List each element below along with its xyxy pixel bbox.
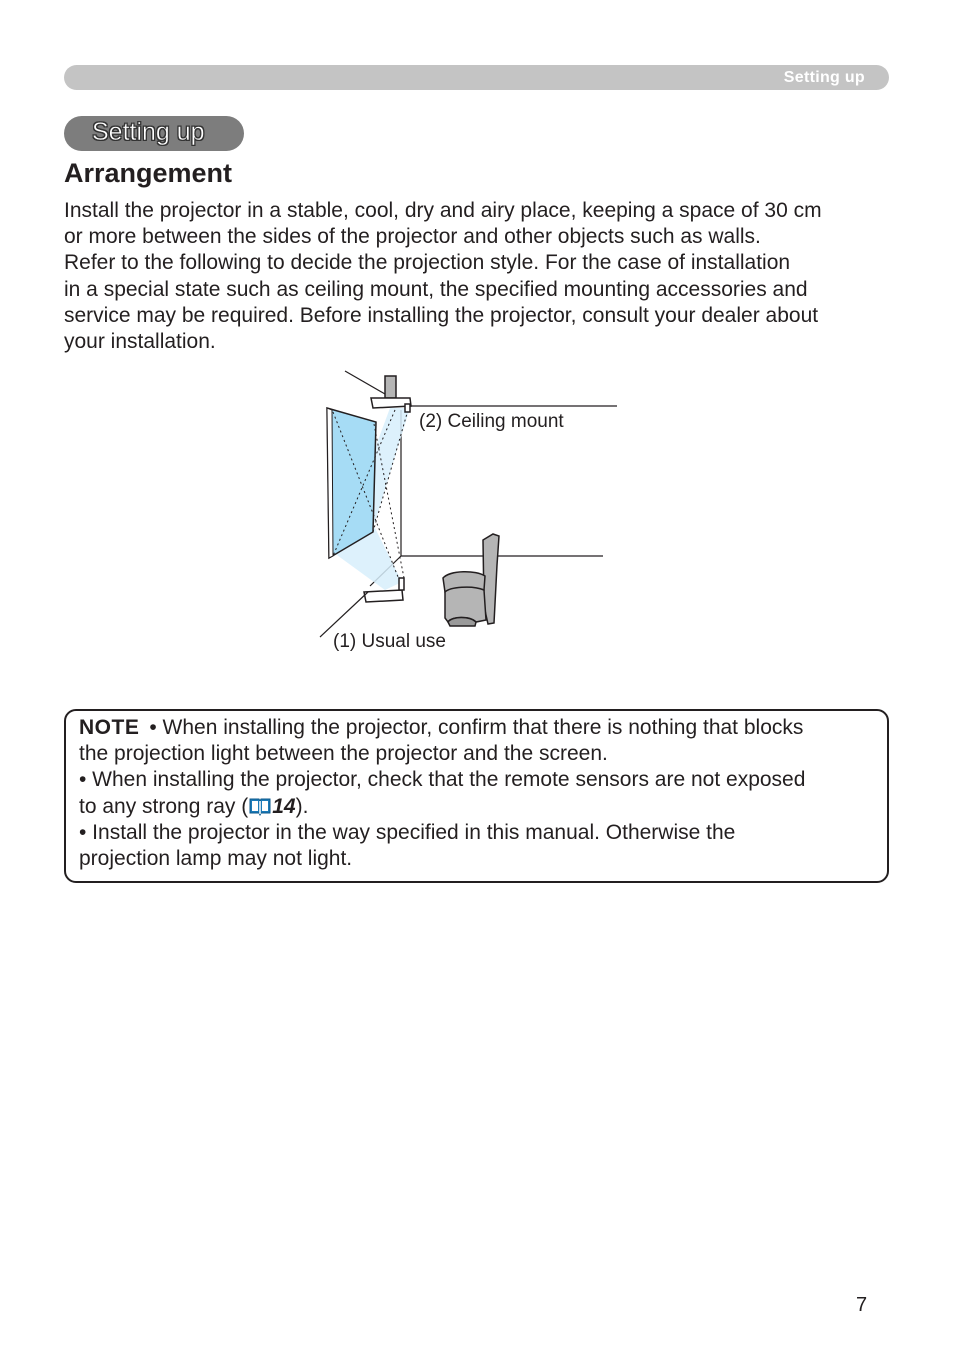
section-pill: [64, 116, 244, 151]
note-box: [64, 709, 889, 883]
note-line: • When installing the projector, check that the remote sensors are not exposed: [79, 768, 806, 792]
chair-icon: [443, 534, 499, 626]
intro-line: in a special state such as ceiling mount, the specified mounting accessories and: [64, 277, 808, 301]
ceiling-projector-icon: [371, 376, 411, 412]
intro-line: Install the projector in a stable, cool, dry and airy place, keeping a space of 30 cm: [64, 199, 822, 222]
book-icon: [248, 796, 272, 816]
section-title: Setting up: [92, 118, 205, 146]
ceiling-mount-label: (2) Ceiling mount: [419, 411, 564, 432]
header-bar: [64, 65, 889, 90]
intro-line: or more between the sides of the projector and other objects such as walls.: [64, 225, 761, 249]
intro-line: service may be required. Before installing the projector, consult your dealer about: [64, 303, 819, 327]
note-line: [79, 715, 879, 741]
note-label: NOTE: [79, 716, 140, 739]
note-line: [79, 794, 879, 820]
page-heading: Arrangement: [64, 158, 233, 188]
usual-use-label: (1) Usual use: [333, 631, 446, 652]
note-line: the projection light between the projector and the screen.: [79, 742, 608, 766]
note-line: • Install the projector in the way specified in this manual. Otherwise the: [79, 820, 736, 844]
intro-line: your installation.: [64, 330, 216, 354]
ceiling-leader-line: [345, 371, 385, 394]
header-label: Setting up: [783, 69, 865, 86]
note-bullet-1: • When installing the projector, confirm that there is nothing that blocks: [149, 716, 804, 739]
screen-edge: [327, 408, 333, 558]
intro-line: Refer to the following to decide the projection style. For the case of installation: [64, 251, 791, 275]
page-reference-link[interactable]: 14: [272, 794, 296, 818]
note-line-4-end: ).: [295, 794, 309, 818]
note-text: [79, 715, 879, 872]
arrangement-diagram: [300, 360, 630, 660]
note-line-4-start: to any strong ray (: [79, 794, 249, 818]
note-line: projection lamp may not light.: [79, 847, 353, 871]
intro-paragraph: [64, 198, 894, 355]
page-number: 7: [856, 1294, 868, 1316]
